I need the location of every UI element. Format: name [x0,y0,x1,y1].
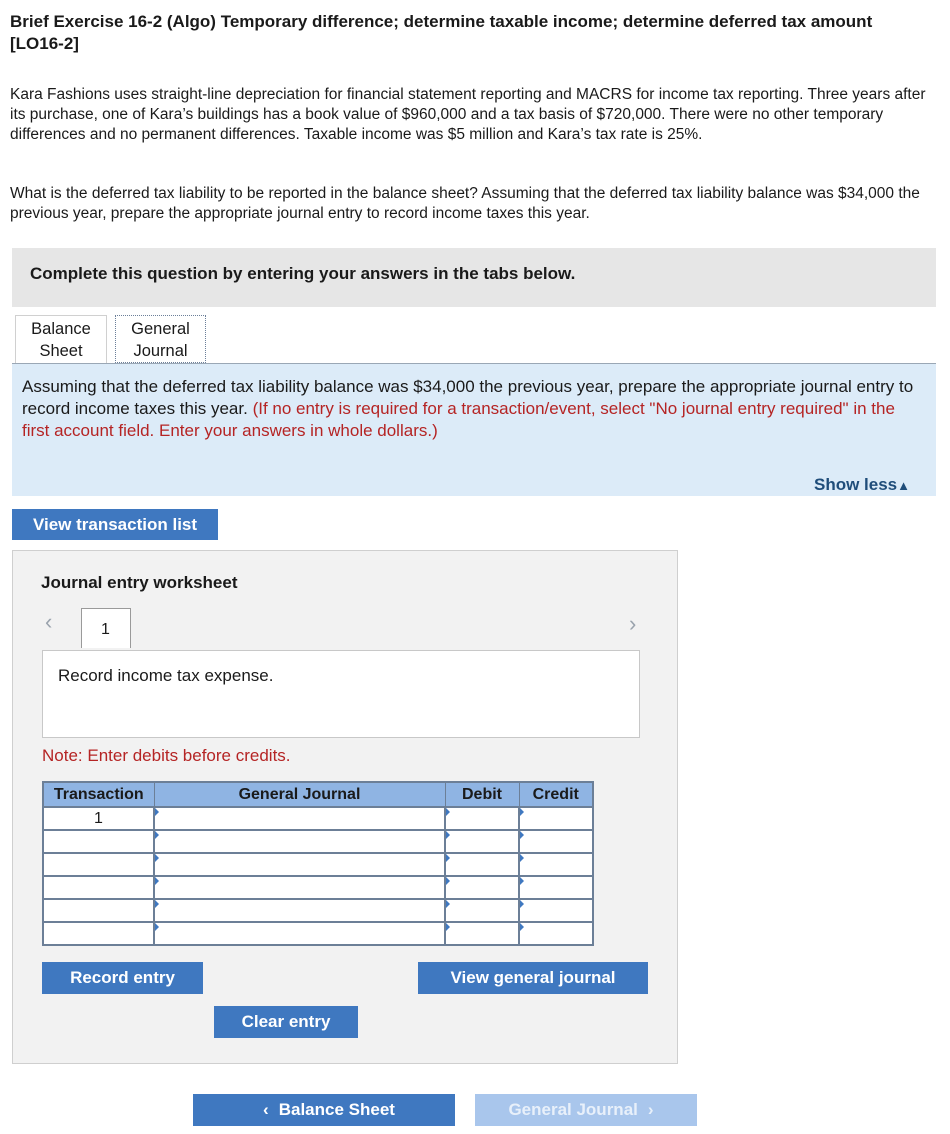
account-input[interactable] [155,900,444,921]
header-transaction: Transaction [43,782,154,807]
banner-text: Complete this question by entering your answers in the tabs below. [30,264,576,283]
credit-input[interactable] [520,808,592,829]
credit-cell[interactable] [519,830,593,853]
account-select[interactable] [154,899,445,922]
chevron-right-icon[interactable]: › [629,611,637,636]
transaction-number [43,853,154,876]
debit-input[interactable] [446,877,518,898]
debit-cell[interactable] [445,853,519,876]
account-select[interactable] [154,807,445,830]
account-input[interactable] [155,831,444,852]
debit-input[interactable] [446,923,518,944]
entry-description-box [42,650,640,738]
credit-input[interactable] [520,877,592,898]
tab-journal-line1: General [131,320,190,338]
debit-cell[interactable] [445,807,519,830]
debit-cell[interactable] [445,899,519,922]
entry-description: Record income tax expense. [58,666,274,685]
next-tab-label: General Journal [508,1100,638,1119]
tab-balance-line2: Sheet [39,342,83,360]
triangle-up-icon: ▲ [897,478,910,493]
exercise-title: Brief Exercise 16-2 (Algo) Temporary difference; determine taxable income; determine deferred tax amount [LO16-2] [10,12,873,53]
credit-cell[interactable] [519,807,593,830]
credit-input[interactable] [520,923,592,944]
debit-input[interactable] [446,900,518,921]
tab-balance-sheet[interactable] [15,315,107,363]
view-transaction-list-button[interactable]: View transaction list [12,509,218,540]
account-input[interactable] [155,923,444,944]
credit-cell[interactable] [519,876,593,899]
instruction-hint: (If no entry is required for a transaction/event, select "No journal entry required" in the first account field. Enter your answers in whole dollars.) [22,399,895,440]
prev-tab-label: Balance Sheet [278,1100,395,1119]
transaction-number [43,899,154,922]
instruction-main: Assuming that the deferred tax liability balance was $34,000 the previous year, prepare the appropriate journal entry to record income taxes this year. [22,377,914,418]
tab-balance-line1: Balance [31,320,91,338]
header-debit: Debit [445,782,519,807]
credit-cell[interactable] [519,853,593,876]
table-row [43,853,593,876]
transaction-number [43,830,154,853]
debit-cell[interactable] [445,830,519,853]
show-less-link[interactable] [814,475,910,495]
transaction-number [43,922,154,945]
problem-paragraph: Kara Fashions uses straight-line depreciation for financial statement reporting and MACRS for income tax reporting. Three years after its purchase, one of Kara’s buildings has a book value of $960,000 and a tax basis of $720,000. There were no other temporary differences and no permanent differences. Taxable income was $5 million and Kara’s tax rate is 25%. [10,86,926,143]
next-tab-general-journal-button[interactable] [475,1094,697,1126]
account-select[interactable] [154,830,445,853]
account-select[interactable] [154,853,445,876]
debit-cell[interactable] [445,876,519,899]
chevron-right-icon: › [647,1100,654,1119]
account-select[interactable] [154,876,445,899]
account-input[interactable] [155,877,444,898]
table-row [43,876,593,899]
show-less-label: Show less [813,475,898,494]
journal-entry-worksheet [12,550,678,1064]
table-row [43,830,593,853]
credit-cell[interactable] [519,899,593,922]
question-paragraph: What is the deferred tax liability to be reported in the balance sheet? Assuming that the deferred tax liability balance was $34,000 the previous year, prepare the appropriate journal entry to record income taxes this year. [10,185,920,222]
prev-tab-balance-sheet-button[interactable] [193,1094,455,1126]
credit-cell[interactable] [519,922,593,945]
tab-general-journal[interactable] [115,315,206,363]
clear-entry-button[interactable]: Clear entry [214,1006,358,1038]
header-credit: Credit [519,782,593,807]
debit-input[interactable] [446,854,518,875]
debit-input[interactable] [446,808,518,829]
chevron-left-icon[interactable]: ‹ [45,609,53,634]
chevron-left-icon: ‹ [263,1100,269,1119]
transaction-number: 1 [43,807,154,830]
instructions-banner [12,248,936,307]
table-row [43,899,593,922]
worksheet-title: Journal entry worksheet [41,573,238,592]
debit-input[interactable] [446,831,518,852]
tab-instructions [12,364,936,496]
debit-credit-note: Note: Enter debits before credits. [42,746,291,765]
journal-header-row [43,782,593,807]
journal-table [42,781,594,946]
table-row [43,807,593,830]
transaction-number [43,876,154,899]
record-entry-button[interactable]: Record entry [42,962,203,994]
view-general-journal-button[interactable]: View general journal [418,962,648,994]
header-general-journal: General Journal [154,782,445,807]
account-input[interactable] [155,808,444,829]
credit-input[interactable] [520,854,592,875]
account-select[interactable] [154,922,445,945]
account-input[interactable] [155,854,444,875]
table-row [43,922,593,945]
debit-cell[interactable] [445,922,519,945]
credit-input[interactable] [520,900,592,921]
tab-journal-line2: Journal [133,342,188,360]
entry-page-number[interactable]: 1 [81,608,131,648]
credit-input[interactable] [520,831,592,852]
instruction-text [22,376,922,442]
